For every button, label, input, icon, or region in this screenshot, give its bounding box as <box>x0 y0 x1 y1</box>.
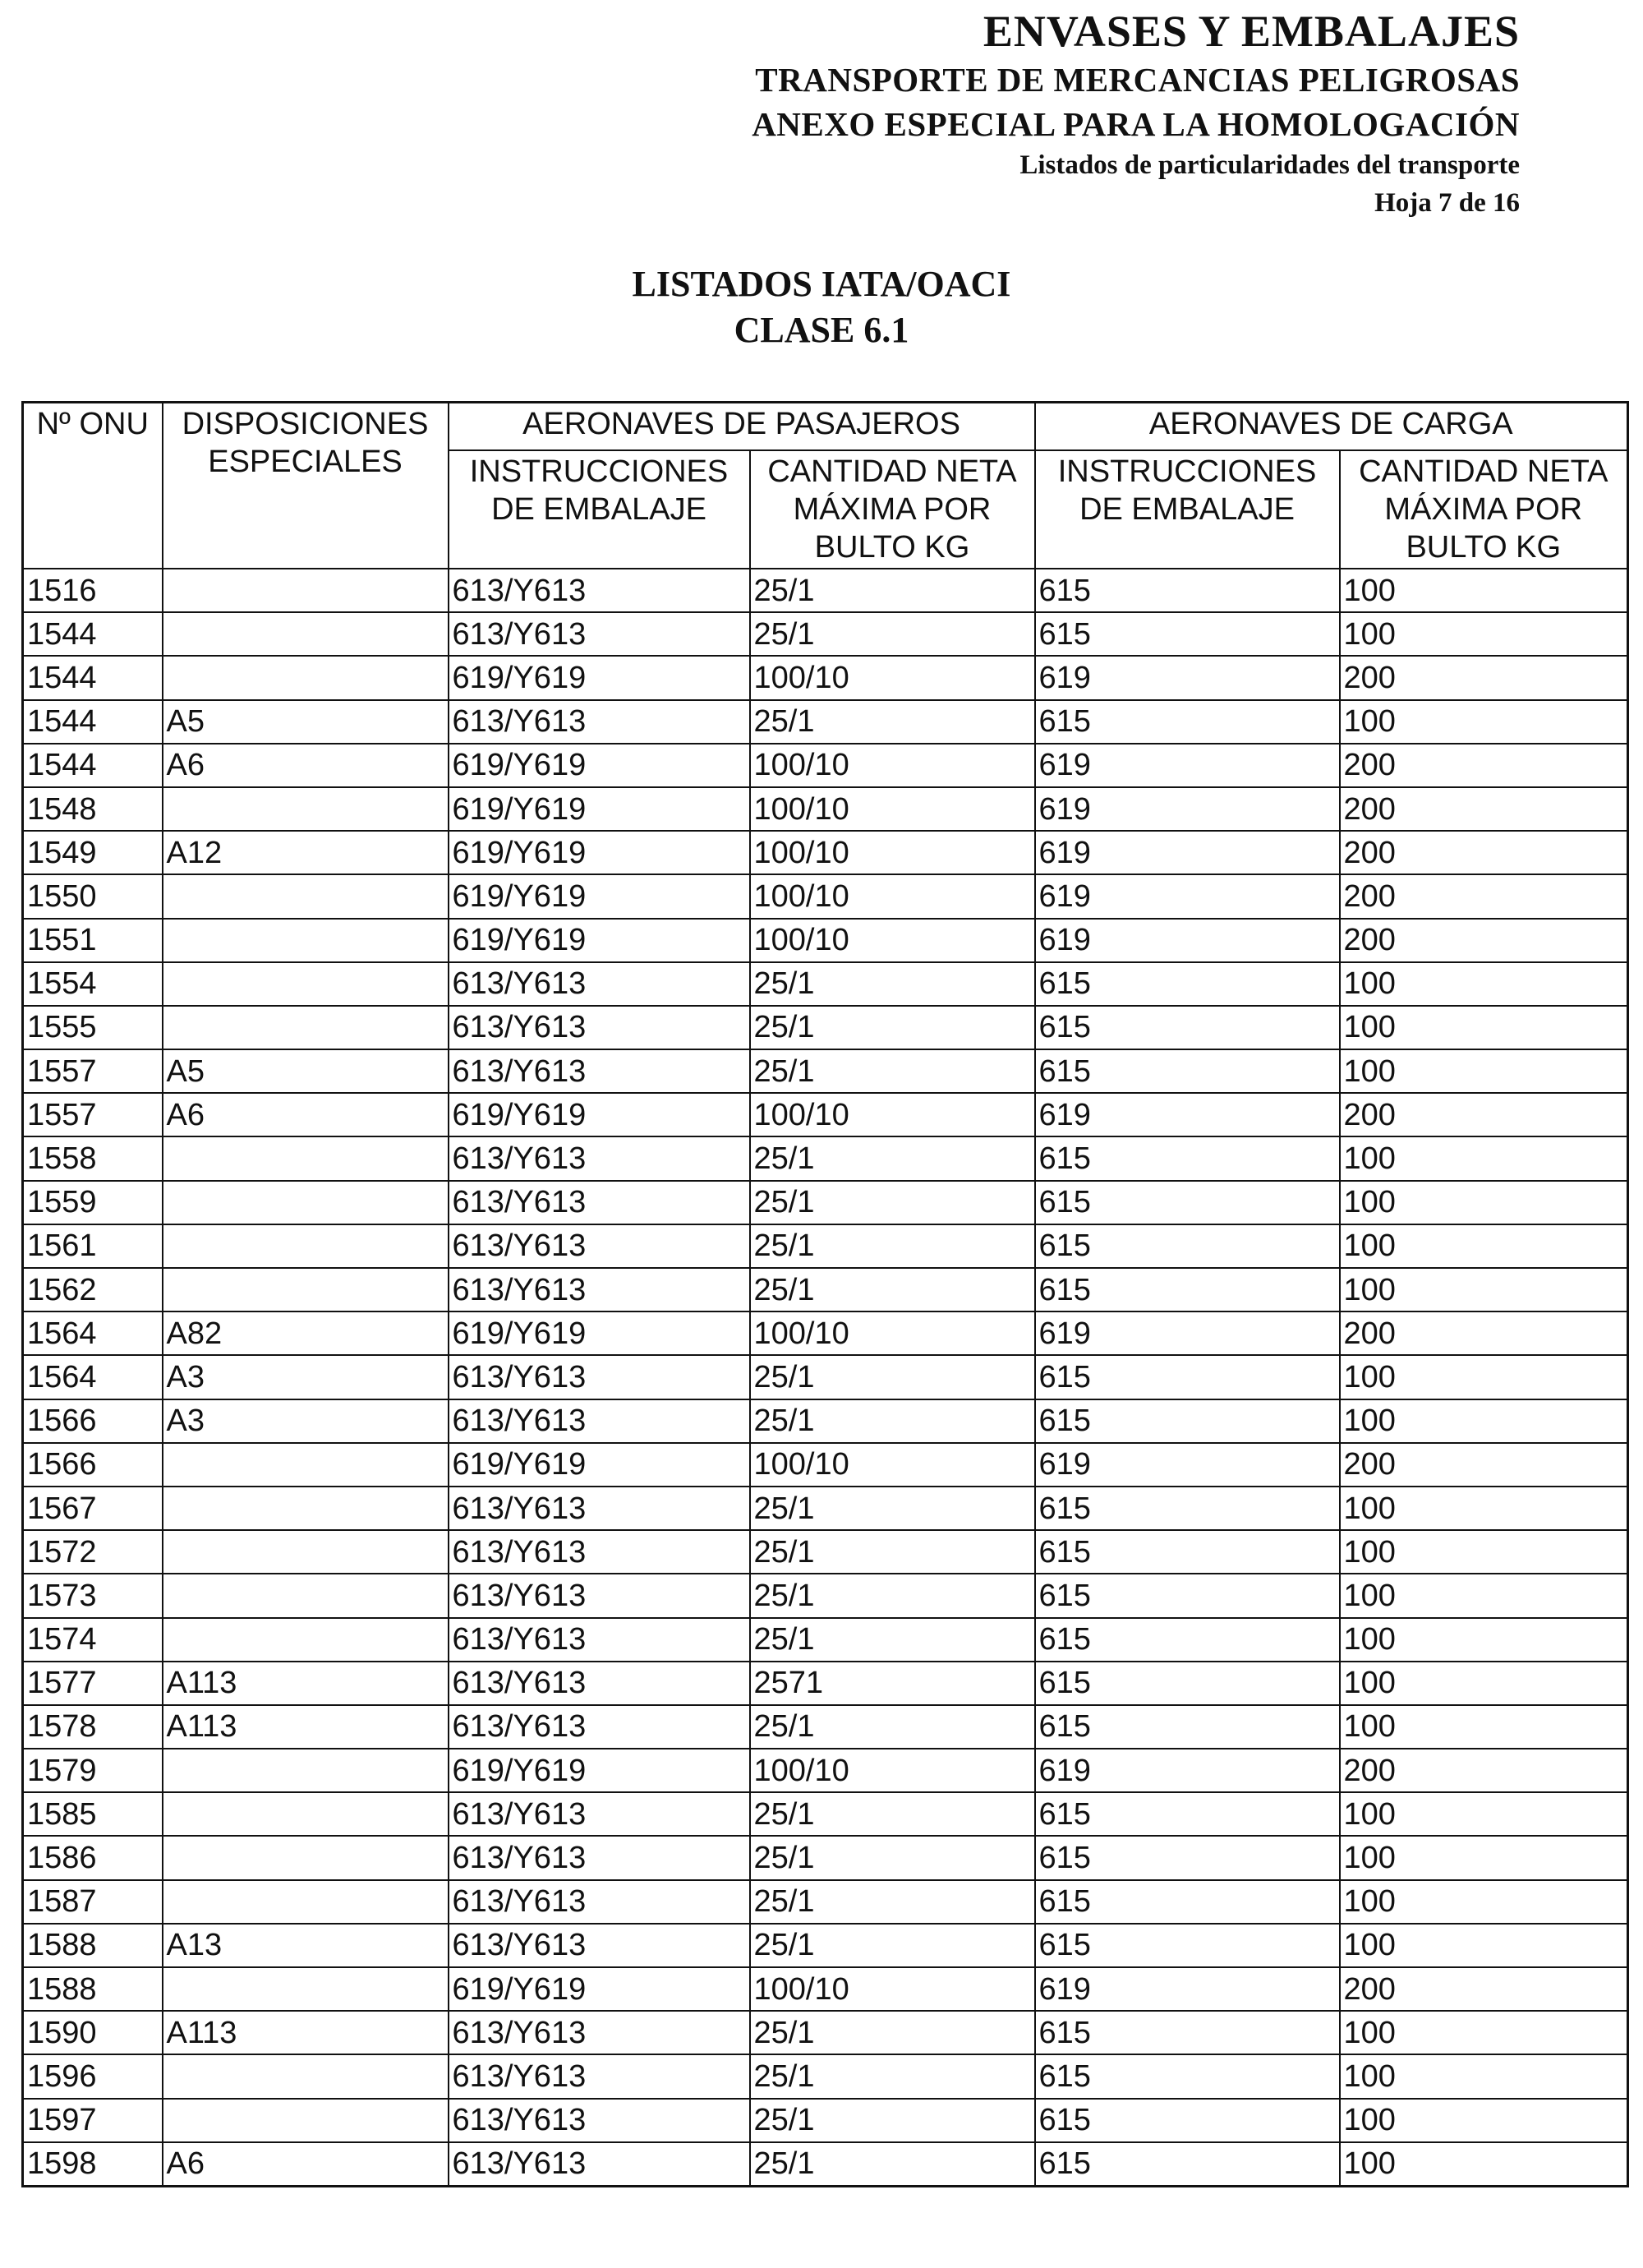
passenger-packing-cell: 619/Y619 <box>449 919 750 962</box>
cargo-packing-cell: 615 <box>1035 2099 1340 2142</box>
cargo-quantity-cell: 100 <box>1340 1487 1628 1530</box>
passenger-packing-cell: 619/Y619 <box>449 787 750 831</box>
passenger-packing-cell: 619/Y619 <box>449 1749 750 1792</box>
table-row <box>23 1049 1628 1093</box>
passenger-quantity-cell: 25/1 <box>750 1792 1035 1836</box>
cargo-packing-cell: 615 <box>1035 1006 1340 1049</box>
document-subtitle-listings: Listados de particularidades del transporte <box>1019 150 1520 180</box>
cargo-quantity-cell: 100 <box>1340 2054 1628 2098</box>
onu-number-cell: 1598 <box>23 2142 163 2187</box>
header-cargo-aircraft: AERONAVES DE CARGA <box>1035 403 1628 451</box>
special-provisions-cell <box>163 1181 449 1224</box>
onu-number-cell: 1578 <box>23 1705 163 1749</box>
cargo-quantity-cell: 200 <box>1340 787 1628 831</box>
cargo-quantity-cell: 200 <box>1340 744 1628 787</box>
passenger-quantity-cell: 100/10 <box>750 656 1035 699</box>
cargo-packing-cell: 615 <box>1035 1355 1340 1399</box>
passenger-packing-cell: 613/Y613 <box>449 1487 750 1530</box>
passenger-packing-cell: 613/Y613 <box>449 1618 750 1662</box>
cargo-quantity-cell: 100 <box>1340 1618 1628 1662</box>
passenger-packing-cell: 619/Y619 <box>449 1093 750 1136</box>
passenger-quantity-cell: 25/1 <box>750 1836 1035 1879</box>
onu-number-cell: 1557 <box>23 1049 163 1093</box>
listing-class: CLASE 6.1 <box>734 310 909 350</box>
special-provisions-cell <box>163 1574 449 1617</box>
table-row <box>23 700 1628 744</box>
table-row <box>23 1093 1628 1136</box>
table-row <box>23 1181 1628 1224</box>
table-row <box>23 1924 1628 1967</box>
cargo-packing-cell: 619 <box>1035 787 1340 831</box>
special-provisions-cell <box>163 1967 449 2011</box>
special-provisions-cell: A113 <box>163 1705 449 1749</box>
table-row <box>23 1355 1628 1399</box>
cargo-quantity-cell: 200 <box>1340 1093 1628 1136</box>
special-provisions-cell <box>163 569 449 612</box>
cargo-quantity-cell: 100 <box>1340 1268 1628 1311</box>
passenger-packing-cell: 619/Y619 <box>449 656 750 699</box>
special-provisions-cell: A113 <box>163 2011 449 2054</box>
cargo-quantity-cell: 100 <box>1340 1530 1628 1574</box>
special-provisions-cell <box>163 1836 449 1879</box>
onu-number-cell: 1590 <box>23 2011 163 2054</box>
onu-number-cell: 1558 <box>23 1136 163 1180</box>
passenger-quantity-cell: 25/1 <box>750 1006 1035 1049</box>
cargo-packing-cell: 619 <box>1035 831 1340 874</box>
passenger-quantity-cell: 25/1 <box>750 1224 1035 1268</box>
table-row <box>23 1662 1628 1705</box>
cargo-quantity-cell: 100 <box>1340 1181 1628 1224</box>
passenger-quantity-cell: 25/1 <box>750 612 1035 656</box>
header-onu-number: Nº ONU <box>23 403 163 569</box>
table-row <box>23 1311 1628 1355</box>
cargo-quantity-cell: 100 <box>1340 1399 1628 1443</box>
header-passenger-packing-instructions: INSTRUCCIONES DE EMBALAJE <box>449 450 750 569</box>
cargo-quantity-cell: 100 <box>1340 2099 1628 2142</box>
cargo-packing-cell: 619 <box>1035 1749 1340 1792</box>
cargo-quantity-cell: 100 <box>1340 569 1628 612</box>
cargo-packing-cell: 615 <box>1035 612 1340 656</box>
onu-number-cell: 1555 <box>23 1006 163 1049</box>
onu-number-cell: 1564 <box>23 1311 163 1355</box>
cargo-quantity-cell: 100 <box>1340 612 1628 656</box>
table-row <box>23 1443 1628 1487</box>
onu-number-cell: 1561 <box>23 1224 163 1268</box>
cargo-packing-cell: 619 <box>1035 874 1340 918</box>
special-provisions-cell: A5 <box>163 700 449 744</box>
cargo-quantity-cell: 200 <box>1340 831 1628 874</box>
table-row <box>23 1967 1628 2011</box>
page-number: Hoja 7 de 16 <box>1374 188 1520 218</box>
onu-number-cell: 1559 <box>23 1181 163 1224</box>
passenger-packing-cell: 613/Y613 <box>449 1530 750 1574</box>
cargo-quantity-cell: 100 <box>1340 1006 1628 1049</box>
special-provisions-cell <box>163 2054 449 2098</box>
cargo-quantity-cell: 100 <box>1340 1574 1628 1617</box>
table-row <box>23 569 1628 612</box>
passenger-packing-cell: 613/Y613 <box>449 1662 750 1705</box>
onu-number-cell: 1549 <box>23 831 163 874</box>
onu-number-cell: 1596 <box>23 2054 163 2098</box>
onu-number-cell: 1548 <box>23 787 163 831</box>
onu-number-cell: 1554 <box>23 962 163 1006</box>
cargo-packing-cell: 615 <box>1035 2054 1340 2098</box>
header-passenger-net-quantity: CANTIDAD NETA MÁXIMA POR BULTO KG <box>750 450 1035 569</box>
cargo-packing-cell: 619 <box>1035 1967 1340 2011</box>
special-provisions-cell <box>163 1443 449 1487</box>
special-provisions-cell <box>163 919 449 962</box>
table-row <box>23 1792 1628 1836</box>
passenger-packing-cell: 613/Y613 <box>449 1224 750 1268</box>
special-provisions-cell <box>163 2099 449 2142</box>
passenger-packing-cell: 613/Y613 <box>449 1836 750 1879</box>
table-row <box>23 1749 1628 1792</box>
cargo-quantity-cell: 100 <box>1340 1662 1628 1705</box>
passenger-quantity-cell: 25/1 <box>750 1618 1035 1662</box>
passenger-packing-cell: 619/Y619 <box>449 831 750 874</box>
table-row <box>23 787 1628 831</box>
passenger-quantity-cell: 25/1 <box>750 2099 1035 2142</box>
onu-number-cell: 1587 <box>23 1880 163 1924</box>
passenger-quantity-cell: 2571 <box>750 1662 1035 1705</box>
table-row <box>23 2054 1628 2098</box>
special-provisions-cell <box>163 656 449 699</box>
special-provisions-cell <box>163 962 449 1006</box>
special-provisions-cell <box>163 1224 449 1268</box>
table-row <box>23 1530 1628 1574</box>
onu-number-cell: 1588 <box>23 1967 163 2011</box>
special-provisions-cell <box>163 874 449 918</box>
table-row <box>23 1224 1628 1268</box>
cargo-packing-cell: 615 <box>1035 1399 1340 1443</box>
special-provisions-cell <box>163 1006 449 1049</box>
special-provisions-cell <box>163 1530 449 1574</box>
cargo-packing-cell: 615 <box>1035 1574 1340 1617</box>
table-row <box>23 2142 1628 2187</box>
cargo-quantity-cell: 200 <box>1340 656 1628 699</box>
document-header <box>752 0 1520 222</box>
passenger-quantity-cell: 25/1 <box>750 1574 1035 1617</box>
special-provisions-cell: A6 <box>163 2142 449 2187</box>
passenger-packing-cell: 619/Y619 <box>449 1967 750 2011</box>
cargo-packing-cell: 615 <box>1035 1224 1340 1268</box>
special-provisions-cell <box>163 1749 449 1792</box>
listing-heading <box>0 261 1643 353</box>
table-row <box>23 744 1628 787</box>
onu-number-cell: 1579 <box>23 1749 163 1792</box>
onu-number-cell: 1544 <box>23 744 163 787</box>
passenger-packing-cell: 613/Y613 <box>449 2142 750 2187</box>
cargo-packing-cell: 615 <box>1035 1136 1340 1180</box>
special-provisions-cell: A6 <box>163 1093 449 1136</box>
passenger-quantity-cell: 100/10 <box>750 1443 1035 1487</box>
passenger-quantity-cell: 25/1 <box>750 2011 1035 2054</box>
cargo-packing-cell: 619 <box>1035 1443 1340 1487</box>
onu-number-cell: 1564 <box>23 1355 163 1399</box>
passenger-quantity-cell: 25/1 <box>750 2054 1035 2098</box>
passenger-quantity-cell: 100/10 <box>750 744 1035 787</box>
passenger-packing-cell: 619/Y619 <box>449 1311 750 1355</box>
cargo-quantity-cell: 200 <box>1340 1967 1628 2011</box>
passenger-quantity-cell: 100/10 <box>750 1093 1035 1136</box>
cargo-quantity-cell: 100 <box>1340 1880 1628 1924</box>
passenger-quantity-cell: 25/1 <box>750 1530 1035 1574</box>
special-provisions-cell: A6 <box>163 744 449 787</box>
table-header-row <box>23 403 1628 451</box>
special-provisions-cell: A5 <box>163 1049 449 1093</box>
onu-number-cell: 1567 <box>23 1487 163 1530</box>
onu-number-cell: 1577 <box>23 1662 163 1705</box>
passenger-quantity-cell: 100/10 <box>750 919 1035 962</box>
onu-number-cell: 1573 <box>23 1574 163 1617</box>
cargo-packing-cell: 615 <box>1035 1662 1340 1705</box>
passenger-packing-cell: 613/Y613 <box>449 1136 750 1180</box>
table-row <box>23 831 1628 874</box>
passenger-packing-cell: 613/Y613 <box>449 1355 750 1399</box>
special-provisions-cell: A3 <box>163 1399 449 1443</box>
passenger-packing-cell: 613/Y613 <box>449 1924 750 1967</box>
header-cargo-packing-instructions: INSTRUCCIONES DE EMBALAJE <box>1035 450 1340 569</box>
passenger-quantity-cell: 25/1 <box>750 1355 1035 1399</box>
cargo-packing-cell: 619 <box>1035 656 1340 699</box>
passenger-quantity-cell: 100/10 <box>750 874 1035 918</box>
cargo-quantity-cell: 100 <box>1340 1049 1628 1093</box>
cargo-quantity-cell: 200 <box>1340 874 1628 918</box>
cargo-packing-cell: 615 <box>1035 1487 1340 1530</box>
cargo-packing-cell: 615 <box>1035 1618 1340 1662</box>
cargo-packing-cell: 615 <box>1035 1836 1340 1879</box>
table-row <box>23 2099 1628 2142</box>
special-provisions-cell <box>163 1880 449 1924</box>
header-special-provisions: DISPOSICIONES ESPECIALES <box>163 403 449 569</box>
table-row <box>23 1268 1628 1311</box>
table-row <box>23 656 1628 699</box>
table-row <box>23 962 1628 1006</box>
onu-number-cell: 1557 <box>23 1093 163 1136</box>
dangerous-goods-table <box>21 401 1629 2187</box>
passenger-packing-cell: 613/Y613 <box>449 1006 750 1049</box>
passenger-quantity-cell: 25/1 <box>750 1268 1035 1311</box>
document-subtitle-annex: ANEXO ESPECIAL PARA LA HOMOLOGACIÓN <box>752 105 1520 143</box>
special-provisions-cell: A12 <box>163 831 449 874</box>
passenger-packing-cell: 613/Y613 <box>449 612 750 656</box>
special-provisions-cell: A113 <box>163 1662 449 1705</box>
cargo-packing-cell: 615 <box>1035 1268 1340 1311</box>
passenger-packing-cell: 613/Y613 <box>449 700 750 744</box>
passenger-packing-cell: 613/Y613 <box>449 962 750 1006</box>
passenger-packing-cell: 619/Y619 <box>449 1443 750 1487</box>
cargo-packing-cell: 615 <box>1035 1705 1340 1749</box>
onu-number-cell: 1588 <box>23 1924 163 1967</box>
passenger-packing-cell: 613/Y613 <box>449 1792 750 1836</box>
passenger-packing-cell: 613/Y613 <box>449 1574 750 1617</box>
cargo-packing-cell: 615 <box>1035 1530 1340 1574</box>
cargo-packing-cell: 619 <box>1035 1093 1340 1136</box>
onu-number-cell: 1574 <box>23 1618 163 1662</box>
cargo-packing-cell: 619 <box>1035 744 1340 787</box>
cargo-quantity-cell: 100 <box>1340 1924 1628 1967</box>
special-provisions-cell <box>163 1487 449 1530</box>
table-row <box>23 874 1628 918</box>
onu-number-cell: 1586 <box>23 1836 163 1879</box>
table-row <box>23 1880 1628 1924</box>
table-row <box>23 2011 1628 2054</box>
onu-number-cell: 1585 <box>23 1792 163 1836</box>
passenger-packing-cell: 613/Y613 <box>449 2099 750 2142</box>
passenger-quantity-cell: 25/1 <box>750 1924 1035 1967</box>
passenger-quantity-cell: 100/10 <box>750 1967 1035 2011</box>
cargo-quantity-cell: 100 <box>1340 700 1628 744</box>
onu-number-cell: 1572 <box>23 1530 163 1574</box>
cargo-packing-cell: 615 <box>1035 1880 1340 1924</box>
cargo-packing-cell: 615 <box>1035 1924 1340 1967</box>
cargo-packing-cell: 615 <box>1035 1181 1340 1224</box>
special-provisions-cell <box>163 1136 449 1180</box>
cargo-packing-cell: 619 <box>1035 1311 1340 1355</box>
passenger-quantity-cell: 100/10 <box>750 1749 1035 1792</box>
table-row <box>23 1836 1628 1879</box>
passenger-packing-cell: 613/Y613 <box>449 2054 750 2098</box>
passenger-quantity-cell: 25/1 <box>750 1705 1035 1749</box>
cargo-quantity-cell: 100 <box>1340 1136 1628 1180</box>
cargo-packing-cell: 615 <box>1035 1049 1340 1093</box>
passenger-quantity-cell: 25/1 <box>750 700 1035 744</box>
onu-number-cell: 1544 <box>23 656 163 699</box>
document-title: ENVASES Y EMBALAJES <box>983 7 1520 56</box>
onu-number-cell: 1562 <box>23 1268 163 1311</box>
table-row <box>23 1705 1628 1749</box>
cargo-quantity-cell: 100 <box>1340 2011 1628 2054</box>
header-cargo-net-quantity: CANTIDAD NETA MÁXIMA POR BULTO KG <box>1340 450 1628 569</box>
table-row <box>23 1006 1628 1049</box>
passenger-packing-cell: 619/Y619 <box>449 744 750 787</box>
onu-number-cell: 1597 <box>23 2099 163 2142</box>
onu-number-cell: 1544 <box>23 700 163 744</box>
table-row <box>23 1136 1628 1180</box>
onu-number-cell: 1516 <box>23 569 163 612</box>
passenger-packing-cell: 613/Y613 <box>449 1268 750 1311</box>
special-provisions-cell: A13 <box>163 1924 449 1967</box>
table-row <box>23 1487 1628 1530</box>
special-provisions-cell <box>163 1268 449 1311</box>
passenger-quantity-cell: 25/1 <box>750 1399 1035 1443</box>
table-row <box>23 1618 1628 1662</box>
passenger-packing-cell: 613/Y613 <box>449 2011 750 2054</box>
onu-number-cell: 1544 <box>23 612 163 656</box>
passenger-quantity-cell: 25/1 <box>750 1181 1035 1224</box>
passenger-packing-cell: 613/Y613 <box>449 1399 750 1443</box>
passenger-quantity-cell: 25/1 <box>750 2142 1035 2187</box>
table-body <box>23 569 1628 2186</box>
passenger-quantity-cell: 100/10 <box>750 787 1035 831</box>
passenger-packing-cell: 613/Y613 <box>449 1705 750 1749</box>
cargo-packing-cell: 615 <box>1035 1792 1340 1836</box>
passenger-packing-cell: 613/Y613 <box>449 1181 750 1224</box>
passenger-packing-cell: 613/Y613 <box>449 569 750 612</box>
cargo-quantity-cell: 100 <box>1340 1224 1628 1268</box>
cargo-packing-cell: 615 <box>1035 2011 1340 2054</box>
cargo-quantity-cell: 100 <box>1340 2142 1628 2187</box>
special-provisions-cell <box>163 787 449 831</box>
passenger-quantity-cell: 25/1 <box>750 1487 1035 1530</box>
passenger-quantity-cell: 25/1 <box>750 1136 1035 1180</box>
listing-title: LISTADOS IATA/OACI <box>632 264 1011 304</box>
passenger-quantity-cell: 25/1 <box>750 1049 1035 1093</box>
passenger-packing-cell: 613/Y613 <box>449 1880 750 1924</box>
special-provisions-cell: A82 <box>163 1311 449 1355</box>
cargo-packing-cell: 615 <box>1035 569 1340 612</box>
passenger-quantity-cell: 100/10 <box>750 1311 1035 1355</box>
table-row <box>23 612 1628 656</box>
special-provisions-cell <box>163 1792 449 1836</box>
onu-number-cell: 1566 <box>23 1399 163 1443</box>
onu-number-cell: 1566 <box>23 1443 163 1487</box>
cargo-packing-cell: 615 <box>1035 962 1340 1006</box>
special-provisions-cell <box>163 1618 449 1662</box>
table-row <box>23 919 1628 962</box>
cargo-quantity-cell: 100 <box>1340 1705 1628 1749</box>
special-provisions-cell: A3 <box>163 1355 449 1399</box>
table-row <box>23 1574 1628 1617</box>
passenger-packing-cell: 613/Y613 <box>449 1049 750 1093</box>
cargo-packing-cell: 615 <box>1035 2142 1340 2187</box>
table-row <box>23 1399 1628 1443</box>
onu-number-cell: 1550 <box>23 874 163 918</box>
cargo-quantity-cell: 100 <box>1340 1836 1628 1879</box>
special-provisions-cell <box>163 612 449 656</box>
passenger-quantity-cell: 25/1 <box>750 1880 1035 1924</box>
passenger-packing-cell: 619/Y619 <box>449 874 750 918</box>
cargo-quantity-cell: 200 <box>1340 1443 1628 1487</box>
cargo-packing-cell: 615 <box>1035 700 1340 744</box>
passenger-quantity-cell: 25/1 <box>750 962 1035 1006</box>
header-passenger-aircraft: AERONAVES DE PASAJEROS <box>449 403 1035 451</box>
cargo-quantity-cell: 200 <box>1340 1311 1628 1355</box>
onu-number-cell: 1551 <box>23 919 163 962</box>
passenger-quantity-cell: 25/1 <box>750 569 1035 612</box>
cargo-packing-cell: 619 <box>1035 919 1340 962</box>
cargo-quantity-cell: 200 <box>1340 919 1628 962</box>
cargo-quantity-cell: 100 <box>1340 1792 1628 1836</box>
document-subtitle-transport: TRANSPORTE DE MERCANCIAS PELIGROSAS <box>755 61 1520 99</box>
cargo-quantity-cell: 100 <box>1340 1355 1628 1399</box>
passenger-quantity-cell: 100/10 <box>750 831 1035 874</box>
cargo-quantity-cell: 100 <box>1340 962 1628 1006</box>
cargo-quantity-cell: 200 <box>1340 1749 1628 1792</box>
